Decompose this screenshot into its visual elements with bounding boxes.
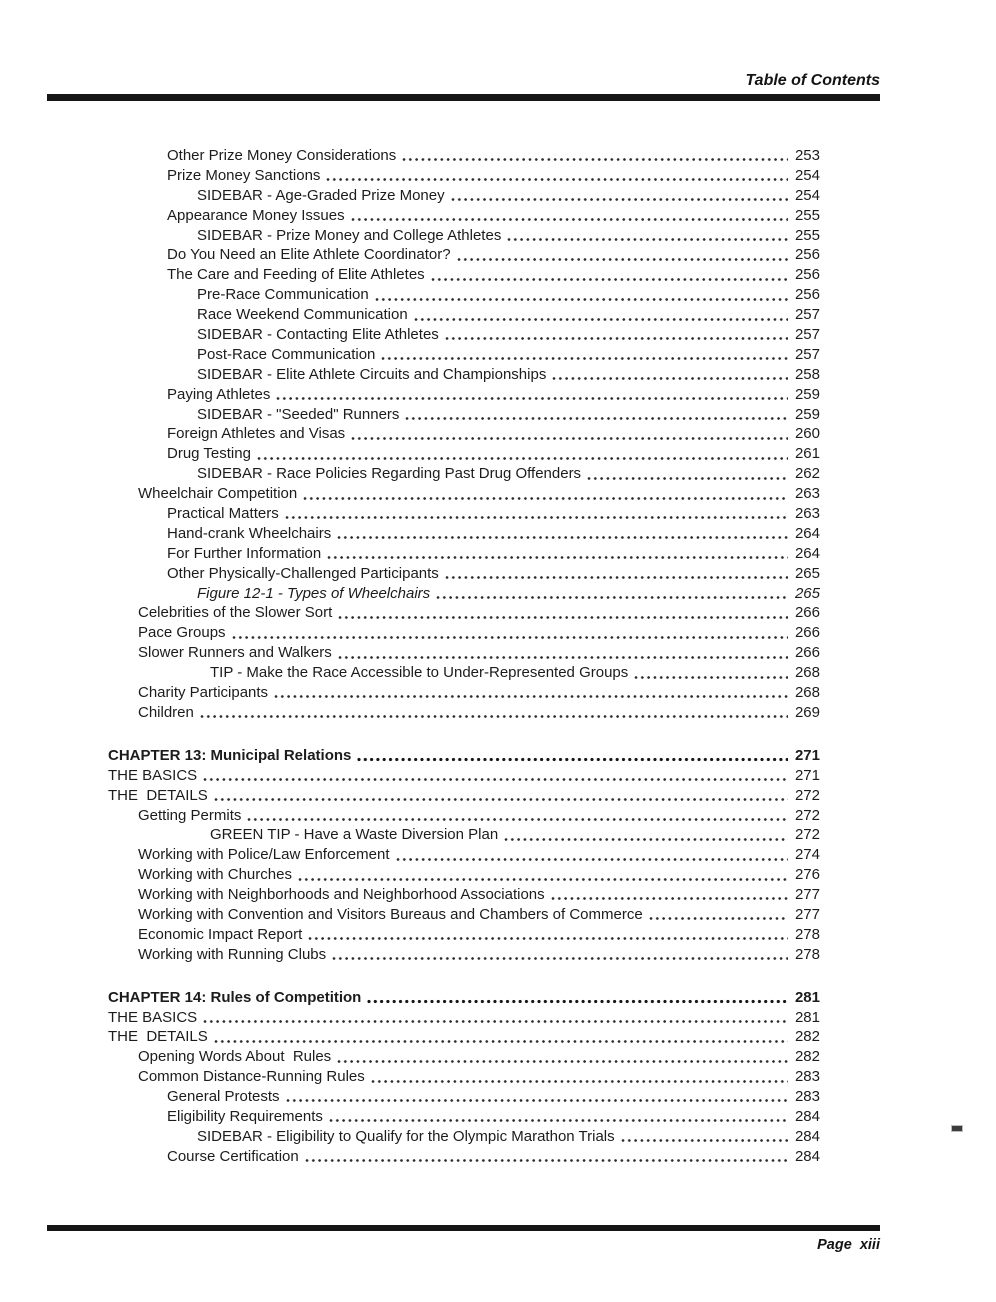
toc-entry: [108, 444, 820, 464]
toc-entry-page: 264: [794, 544, 820, 562]
toc-entry-label: TIP - Make the Race Accessible to Under-Represented Groups: [210, 664, 629, 682]
dot-leader: [327, 555, 788, 560]
toc-entry-label: Working with Police/Law Enforcement: [138, 846, 390, 864]
toc-entry-label: Wheelchair Competition: [138, 485, 298, 503]
dot-leader: [634, 675, 788, 680]
toc-entry-label: Course Certification: [167, 1147, 299, 1165]
toc-entry-page: 255: [794, 206, 820, 224]
dot-leader: [214, 1039, 788, 1044]
toc-entry-label: SIDEBAR - Elite Athlete Circuits and Championships: [197, 365, 547, 383]
toc-entry-page: 265: [794, 584, 820, 602]
toc-entry: [108, 544, 820, 564]
toc-entry-label: SIDEBAR - Race Policies Regarding Past Drug Offenders: [197, 465, 582, 483]
toc-entry-page: 282: [794, 1028, 820, 1046]
toc-list: [108, 146, 820, 1167]
toc-entry: [108, 623, 820, 643]
toc-entry-page: 282: [794, 1048, 820, 1066]
toc-entry-label: Hand-crank Wheelchairs: [167, 524, 332, 542]
toc-entry-page: 266: [794, 624, 820, 642]
toc-entry-label: CHAPTER 14: Rules of Competition: [108, 988, 362, 1006]
toc-entry-label: Charity Participants: [138, 684, 269, 702]
toc-entry: [108, 345, 820, 365]
dot-leader: [649, 916, 788, 921]
toc-entry-label: Children: [138, 703, 194, 721]
dot-leader: [621, 1138, 788, 1143]
dot-leader: [357, 757, 788, 762]
dot-leader: [552, 376, 788, 381]
toc-entry: [108, 146, 820, 166]
toc-entry-label: Post-Race Communication: [197, 345, 376, 363]
dot-leader: [298, 877, 788, 882]
toc-entry-label: Foreign Athletes and Visas: [167, 425, 346, 443]
toc-entry-label: Race Weekend Communication: [197, 306, 408, 324]
toc-entry-page: 263: [794, 485, 820, 503]
toc-entry-label: THE BASICS: [108, 1008, 198, 1026]
toc-entry: [108, 806, 820, 826]
dot-leader: [203, 1019, 788, 1024]
toc-entry-page: 257: [794, 345, 820, 363]
toc-entry: [108, 265, 820, 285]
toc-entry-label: Do You Need an Elite Athlete Coordinator?: [167, 246, 451, 264]
toc-entry: [108, 385, 820, 405]
toc-entry-label: Common Distance-Running Rules: [138, 1068, 365, 1086]
toc-entry-page: 276: [794, 866, 820, 884]
toc-entry-page: 266: [794, 604, 820, 622]
toc-entry-page: 255: [794, 226, 820, 244]
dot-leader: [303, 496, 788, 501]
toc-entry: [108, 683, 820, 703]
dot-leader: [351, 436, 788, 441]
toc-entry-page: 284: [794, 1147, 820, 1165]
dot-leader: [276, 396, 788, 401]
toc-entry-page: 274: [794, 846, 820, 864]
toc-entry: [108, 186, 820, 206]
toc-entry-page: 259: [794, 405, 820, 423]
toc-entry-label: Working with Churches: [138, 866, 292, 884]
dot-leader: [396, 857, 789, 862]
toc-entry: [108, 365, 820, 385]
toc-entry-page: 278: [794, 945, 820, 963]
toc-entry-label: The Care and Feeding of Elite Athletes: [167, 266, 425, 284]
dot-leader: [308, 936, 788, 941]
toc-entry: [108, 464, 820, 484]
toc-entry-page: 277: [794, 905, 820, 923]
toc-entry-label: Working with Neighborhoods and Neighborhood Associations: [138, 886, 545, 904]
toc-entry-page: 258: [794, 365, 820, 383]
toc-entry: [108, 564, 820, 584]
page-header-title: Table of Contents: [745, 72, 880, 89]
dot-leader: [286, 1098, 788, 1103]
dot-leader: [367, 999, 788, 1004]
toc-entry-page: 281: [794, 988, 820, 1006]
dot-leader: [402, 157, 788, 162]
toc-entry-page: 262: [794, 465, 820, 483]
toc-entry-label: THE DETAILS: [108, 1028, 208, 1046]
toc-entry-label: For Further Information: [167, 544, 322, 562]
toc-entry-page: 257: [794, 326, 820, 344]
dot-leader: [203, 777, 788, 782]
dot-leader: [457, 257, 788, 262]
toc-entry-page: 265: [794, 564, 820, 582]
stray-print-mark: [952, 1126, 962, 1131]
dot-leader: [445, 575, 788, 580]
toc-entry-page: 272: [794, 786, 820, 804]
toc-entry-page: 256: [794, 246, 820, 264]
toc-entry: [108, 766, 820, 786]
toc-entry: [108, 865, 820, 885]
toc-entry: [108, 584, 820, 604]
toc-entry-label: THE BASICS: [108, 766, 198, 784]
toc-entry-page: 284: [794, 1127, 820, 1145]
toc-entry-label: Drug Testing: [167, 445, 251, 463]
toc-entry-page: 261: [794, 445, 820, 463]
dot-leader: [326, 177, 788, 182]
dot-leader: [332, 956, 788, 961]
toc-entry-label: SIDEBAR - Age-Graded Prize Money: [197, 186, 445, 204]
dot-leader: [551, 896, 788, 901]
toc-entry: [108, 245, 820, 265]
dot-leader: [351, 217, 788, 222]
dot-leader: [445, 336, 788, 341]
toc-entry-page: 271: [794, 766, 820, 784]
toc-entry-page: 263: [794, 505, 820, 523]
dot-leader: [405, 416, 788, 421]
dot-leader: [381, 356, 788, 361]
dot-leader: [451, 197, 788, 202]
toc-entry: [108, 226, 820, 246]
toc-entry-page: 254: [794, 186, 820, 204]
toc-entry-label: Figure 12-1 - Types of Wheelchairs: [197, 584, 431, 602]
toc-entry-label: General Protests: [167, 1088, 280, 1106]
dot-leader: [338, 615, 788, 620]
toc-entry: [108, 1147, 820, 1167]
toc-entry: [108, 643, 820, 663]
toc-entry: [108, 825, 820, 845]
toc-entry-page: 278: [794, 925, 820, 943]
toc-entry-label: Economic Impact Report: [138, 925, 303, 943]
footer-rule: [47, 1225, 880, 1231]
dot-leader: [436, 595, 788, 600]
toc-entry-page: 256: [794, 266, 820, 284]
toc-entry-label: Paying Athletes: [167, 385, 271, 403]
toc-entry-page: 257: [794, 306, 820, 324]
dot-leader: [329, 1118, 788, 1123]
toc-entry: [108, 945, 820, 965]
dot-leader: [337, 1059, 788, 1064]
toc-entry-label: Opening Words About Rules: [138, 1048, 332, 1066]
toc-entry-page: 268: [794, 664, 820, 682]
toc-entry-label: Eligibility Requirements: [167, 1107, 323, 1125]
toc-entry-label: SIDEBAR - Eligibility to Qualify for the Olympic Marathon Trials: [197, 1127, 615, 1145]
toc-entry-page: 254: [794, 166, 820, 184]
dot-leader: [247, 817, 788, 822]
toc-entry-label: SIDEBAR - "Seeded" Runners: [197, 405, 400, 423]
toc-entry-page: 259: [794, 385, 820, 403]
dot-leader: [414, 317, 788, 322]
dot-leader: [200, 714, 788, 719]
toc-entry-page: 272: [794, 806, 820, 824]
toc-entry-label: Other Physically-Challenged Participants: [167, 564, 439, 582]
toc-entry: [108, 206, 820, 226]
toc-entry: [108, 325, 820, 345]
toc-entry-page: 260: [794, 425, 820, 443]
toc-entry: [108, 1087, 820, 1107]
toc-entry: [108, 484, 820, 504]
toc-entry-label: Slower Runners and Walkers: [138, 644, 332, 662]
toc-entry: [108, 925, 820, 945]
toc-entry-page: 283: [794, 1088, 820, 1106]
toc-chapter-entry: [108, 746, 820, 766]
dot-leader: [507, 237, 788, 242]
toc-entry: [108, 603, 820, 623]
dot-leader: [305, 1158, 788, 1163]
toc-entry: [108, 885, 820, 905]
dot-leader: [337, 535, 788, 540]
toc-entry: [108, 166, 820, 186]
toc-entry-label: Pace Groups: [138, 624, 226, 642]
toc-entry: [108, 703, 820, 723]
dot-leader: [257, 456, 788, 461]
dot-leader: [274, 694, 788, 699]
toc-entry: [108, 285, 820, 305]
toc-entry-label: Pre-Race Communication: [197, 286, 369, 304]
toc-entry-page: 281: [794, 1008, 820, 1026]
toc-entry: [108, 524, 820, 544]
toc-entry-label: Getting Permits: [138, 806, 242, 824]
toc-entry-page: 271: [794, 746, 820, 764]
toc-entry-label: SIDEBAR - Contacting Elite Athletes: [197, 326, 439, 344]
toc-entry-page: 264: [794, 524, 820, 542]
toc-entry: [108, 305, 820, 325]
toc-entry: [108, 424, 820, 444]
toc-entry-label: Celebrities of the Slower Sort: [138, 604, 333, 622]
toc-entry-label: Practical Matters: [167, 505, 279, 523]
dot-leader: [214, 797, 788, 802]
dot-leader: [504, 837, 788, 842]
toc-entry-label: GREEN TIP - Have a Waste Diversion Plan: [210, 826, 499, 844]
toc-entry-label: THE DETAILS: [108, 786, 208, 804]
dot-leader: [371, 1079, 788, 1084]
toc-entry: [108, 786, 820, 806]
toc-entry: [108, 1127, 820, 1147]
dot-leader: [375, 297, 788, 302]
toc-entry: [108, 845, 820, 865]
toc-entry-page: 253: [794, 147, 820, 164]
dot-leader: [587, 476, 788, 481]
toc-entry-page: 256: [794, 286, 820, 304]
toc-entry-page: 269: [794, 703, 820, 721]
toc-entry: [108, 1107, 820, 1127]
toc-entry-label: Prize Money Sanctions: [167, 166, 321, 184]
dot-leader: [285, 515, 788, 520]
toc-entry: [108, 1047, 820, 1067]
header-rule: [47, 94, 880, 101]
toc-entry-label: Working with Running Clubs: [138, 945, 327, 963]
toc-entry-page: 268: [794, 684, 820, 702]
toc-entry: [108, 504, 820, 524]
toc-entry-label: Working with Convention and Visitors Bureaus and Chambers of Commerce: [138, 905, 643, 923]
toc-entry: [108, 1008, 820, 1028]
toc-chapter-entry: [108, 988, 820, 1008]
page-footer-label: Page xiii: [817, 1237, 880, 1253]
toc-entry-label: CHAPTER 13: Municipal Relations: [108, 746, 352, 764]
dot-leader: [232, 635, 788, 640]
toc-entry-page: 272: [794, 826, 820, 844]
toc-entry-page: 266: [794, 644, 820, 662]
toc-entry: [108, 405, 820, 425]
toc-entry: [108, 1067, 820, 1087]
toc-entry-label: Other Prize Money Considerations: [167, 147, 397, 164]
toc-entry-label: Appearance Money Issues: [167, 206, 345, 224]
toc-entry: [108, 663, 820, 683]
toc-entry: [108, 1027, 820, 1047]
toc-entry-page: 283: [794, 1068, 820, 1086]
toc-entry-page: 277: [794, 886, 820, 904]
toc-entry-label: SIDEBAR - Prize Money and College Athletes: [197, 226, 502, 244]
dot-leader: [431, 277, 788, 282]
toc-entry: [108, 905, 820, 925]
toc-entry-page: 284: [794, 1107, 820, 1125]
dot-leader: [338, 655, 788, 660]
